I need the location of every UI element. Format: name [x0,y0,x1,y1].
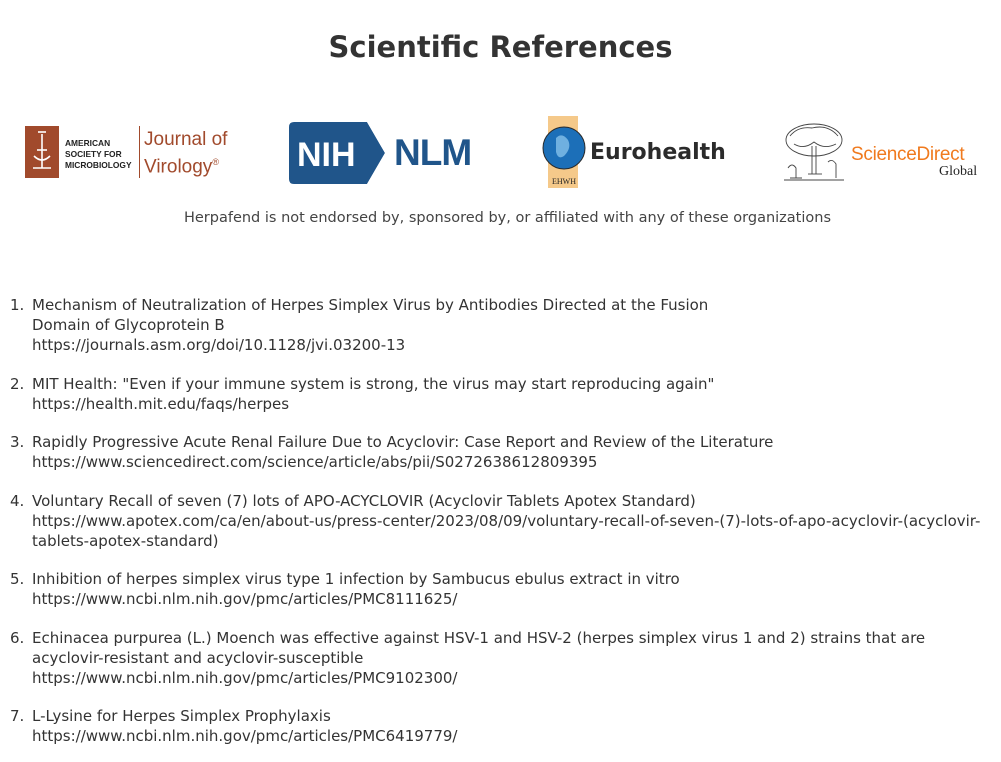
reference-item [10,295,995,355]
reference-link[interactable]: https://www.sciencedirect.com/science/article/abs/pii/S0272638612809395 [32,453,598,471]
sciencedirect-logo [778,122,993,186]
reference-title: Echinacea purpurea (L.) Moench was effective against HSV-1 and HSV-2 (herpes simplex virus 1 and 2) strains that are acyclovir-resistant and acyclovir-susceptible [32,628,926,667]
journal-name: Journal of Virology® [144,129,228,178]
reference-item [10,628,995,688]
reference-number: 3. [10,433,25,451]
reference-link[interactable]: https://www.ncbi.nlm.nih.gov/pmc/articles/PMC9102300/ [32,668,458,687]
nlm-text: NLM [394,132,472,173]
reference-link[interactable]: https://journals.asm.org/doi/10.1128/jvi.03200-13 [32,336,406,354]
reference-link[interactable]: https://www.ncbi.nlm.nih.gov/pmc/articles/PMC6419779/ [32,727,458,745]
sciencedirect-sub: Global [939,164,978,179]
page-title: Scientific References [328,30,673,64]
reference-title: Inhibition of herpes simplex virus type 1 infection by Sambucus ebulus extract in vitro [32,570,680,588]
globe-badge-icon [542,114,592,190]
reference-title: Rapidly Progressive Acute Renal Failure Due to Acyclovir: Case Report and Review of the Literature [32,433,774,451]
reference-item [10,569,995,609]
reference-number: 6. [10,628,25,647]
reference-title: MIT Health: "Even if your immune system is strong, the virus may start reproducing again" [32,374,715,393]
microscope-icon [25,126,59,178]
reference-number: 7. [10,707,25,725]
logo-divider [139,126,140,178]
nih-badge-icon [289,122,389,184]
reference-item [10,432,995,472]
asm-journal-of-virology-logo [25,124,245,182]
reference-title: L-Lysine for Herpes Simplex Prophylaxis [32,707,331,725]
nih-nlm-logo [289,122,479,184]
reference-number: 4. [10,491,25,510]
elsevier-tree-icon [778,122,848,184]
reference-item [10,374,995,414]
eurohealth-name: Eurohealth [590,140,726,165]
asm-org-name: AMERICAN SOCIETY FOR MICROBIOLOGY [65,138,132,170]
reference-item [10,706,995,746]
svg-text:EHWH: EHWH [552,177,576,186]
reference-title: Voluntary Recall of seven (7) lots of APO-ACYCLOVIR (Acyclovir Tablets Apotex Standard) [32,491,696,510]
reference-title: Mechanism of Neutralization of Herpes Simplex Virus by Antibodies Directed at the Fusion Domain of Glycoprotein B [32,296,709,334]
disclaimer: Herpafend is not endorsed by, sponsored by, or affiliated with any of these organizations [183,210,832,226]
reference-link[interactable]: https://health.mit.edu/faqs/herpes [32,394,290,413]
eurohealth-logo [537,114,737,192]
reference-number: 1. [10,296,25,314]
reference-link[interactable]: https://www.apotex.com/ca/en/about-us/press-center/2023/08/09/voluntary-recall-of-seven-(7)-lots-of-apo-acyclovir-(acyclovir-tablets-apotex-standard) [32,511,981,550]
reference-list [10,295,995,762]
reference-number: 2. [10,374,25,393]
reference-item [10,491,995,551]
sciencedirect-name: ScienceDirect [851,144,965,165]
reference-number: 5. [10,570,25,588]
reference-link[interactable]: https://www.ncbi.nlm.nih.gov/pmc/articles/PMC8111625/ [32,590,458,608]
nih-text: NIH [297,136,356,174]
partner-logos [0,112,1001,192]
